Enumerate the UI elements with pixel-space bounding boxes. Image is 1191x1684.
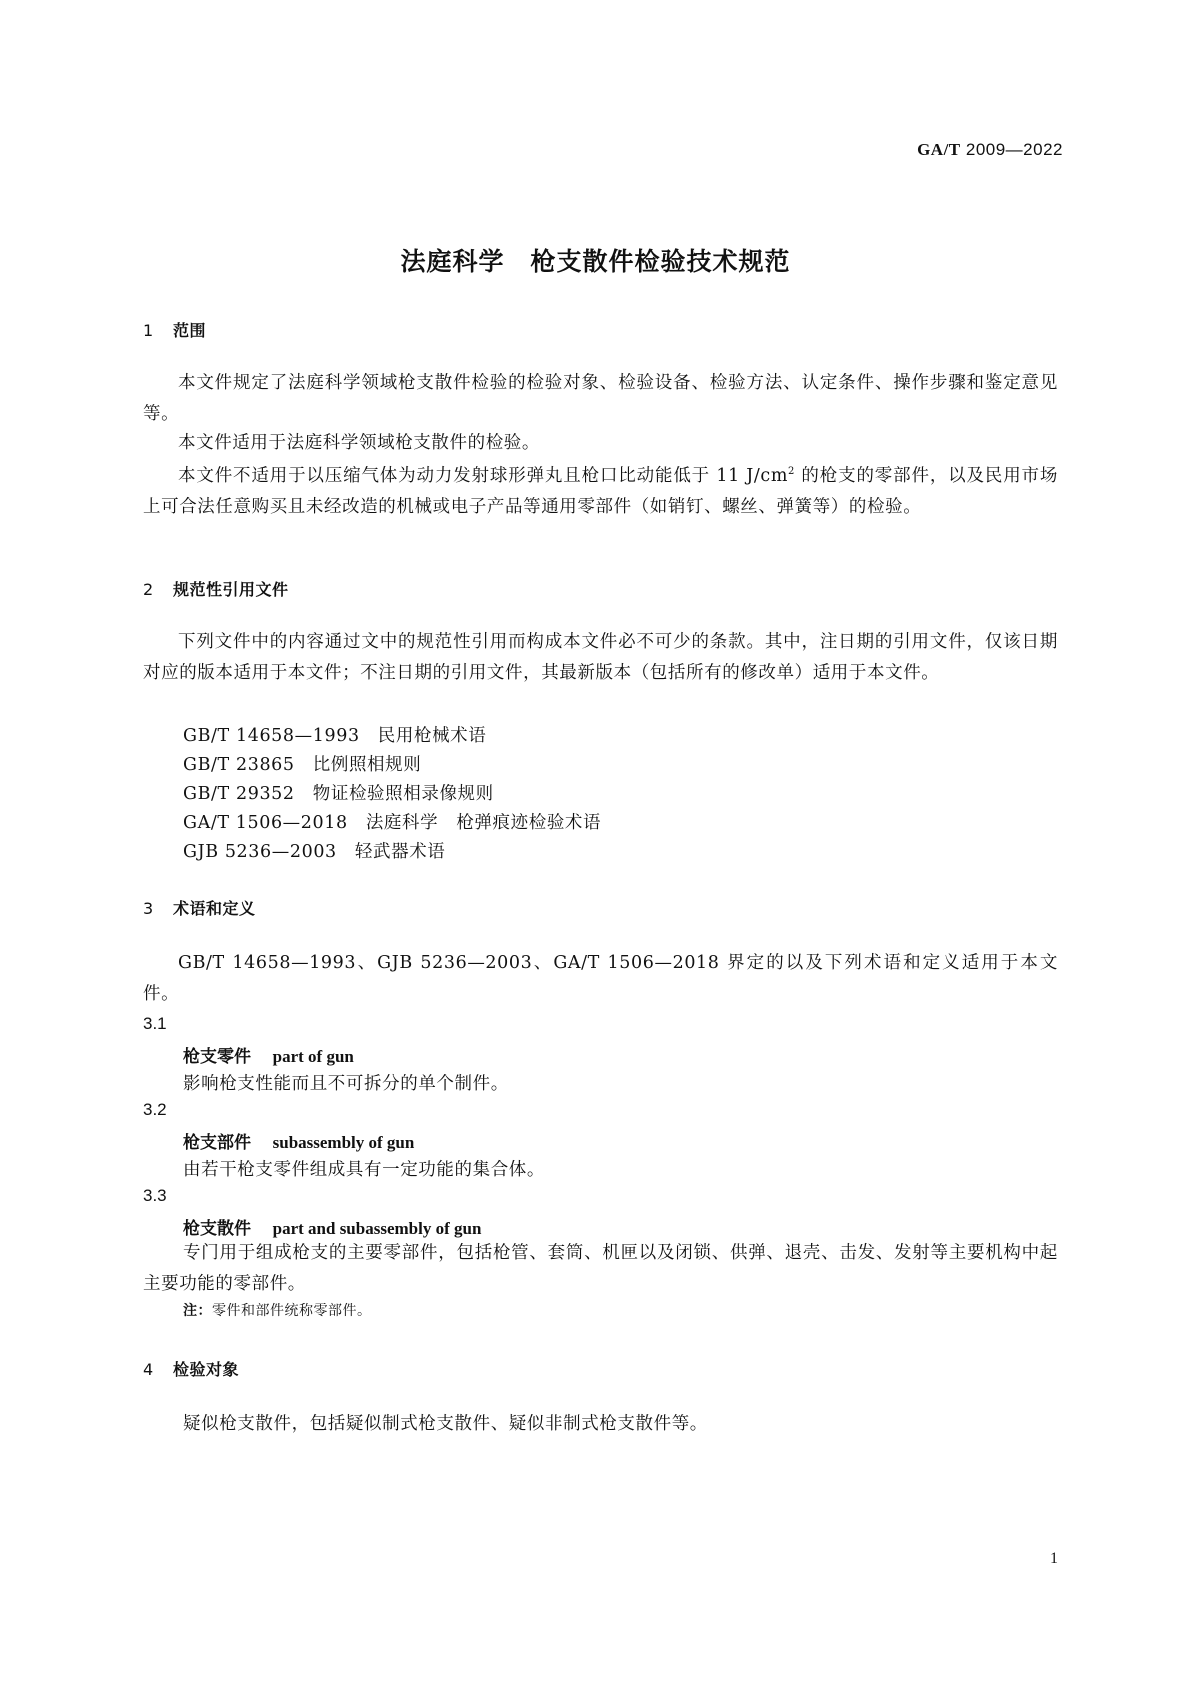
term-definition: 影响枪支性能而且不可拆分的单个制件。 (183, 1074, 509, 1094)
term-zh: 枪支零件 (183, 1047, 251, 1067)
clause-number: 3.3 (143, 1186, 167, 1205)
term-heading (183, 1128, 414, 1153)
reference-item: GJB 5236—2003 轻武器术语 (183, 842, 446, 862)
note-text: 零件和部件统称零部件。 (212, 1303, 372, 1319)
section-title: 术语和定义 (173, 899, 256, 918)
reference-item: GB/T 23865 比例照相规则 (183, 755, 422, 775)
section-title: 范围 (173, 321, 207, 340)
term-en: part of gun (272, 1047, 354, 1066)
clause-number: 3.2 (143, 1100, 167, 1119)
term-en: subassembly of gun (272, 1133, 415, 1152)
term-zh: 枪支散件 (183, 1219, 251, 1239)
note (183, 1300, 372, 1320)
clause-number: 3.1 (143, 1014, 167, 1033)
standard-code-prefix: GA/T (917, 140, 961, 159)
term-heading (183, 1042, 354, 1067)
standard-code-number: 2009—2022 (965, 140, 1063, 159)
section-2-heading (143, 577, 289, 600)
references-intro: 下列文件中的内容通过文中的规范性引用而构成本文件必不可少的条款。其中，注日期的引用文件，仅该日期对应的版本适用于本文件；不注日期的引用文件，其最新版本（包括所有的修改单）适用于本文件。 (143, 632, 1058, 683)
page-number: 1 (1050, 1550, 1058, 1567)
section-number: 3 (143, 899, 154, 918)
scope-p3-text-cont: 的枪支的零部件，以及民用市场上可合法任意购买且未经改造的机械或电子产品等通用零部件（如销钉、螺丝、弹簧等）的检验。 (143, 465, 1059, 517)
reference-item: GB/T 29352 物证检验照相录像规则 (183, 784, 494, 804)
section-3-heading (143, 896, 256, 919)
scope-paragraph-1: 本文件规定了法庭科学领域枪支散件检验的检验对象、检验设备、检验方法、认定条件、操作步骤和鉴定意见等。 (143, 373, 1058, 424)
document-title: 法庭科学 枪支散件检验技术规范 (400, 247, 791, 276)
term-en: part and subassembly of gun (272, 1219, 482, 1238)
section-title: 检验对象 (173, 1360, 240, 1379)
reference-item: GB/T 14658—1993 民用枪械术语 (183, 726, 487, 746)
section-number: 1 (143, 321, 154, 340)
section-number: 4 (143, 1360, 154, 1379)
term-definition: 由若干枪支零件组成具有一定功能的集合体。 (183, 1160, 545, 1180)
section-title: 规范性引用文件 (173, 580, 289, 599)
terms-intro: GB/T 14658—1993、GJB 5236—2003、GA/T 1506—2018 界定的以及下列术语和定义适用于本文件。 (143, 953, 1058, 1004)
section-1-heading (143, 318, 206, 341)
scope-paragraph-3 (143, 456, 1058, 523)
objects-paragraph: 疑似枪支散件，包括疑似制式枪支散件、疑似非制式枪支散件等。 (183, 1414, 708, 1434)
section-number: 2 (143, 580, 154, 599)
scope-paragraph-2: 本文件适用于法庭科学领域枪支散件的检验。 (178, 433, 540, 453)
scope-p3-text: 本文件不适用于以压缩气体为动力发射球形弹丸且枪口比动能低于 11 J/cm (178, 465, 789, 486)
reference-item: GA/T 1506—2018 法庭科学 枪弹痕迹检验术语 (183, 813, 602, 833)
term-heading (183, 1214, 481, 1239)
superscript: 2 (788, 466, 795, 477)
term-definition: 专门用于组成枪支的主要零部件，包括枪管、套筒、机匣以及闭锁、供弹、退壳、击发、发射等主要机构中起主要功能的零部件。 (143, 1243, 1058, 1294)
note-label: 注： (183, 1303, 212, 1319)
standard-code (917, 140, 1063, 160)
section-4-heading (143, 1357, 239, 1380)
term-zh: 枪支部件 (183, 1133, 251, 1153)
